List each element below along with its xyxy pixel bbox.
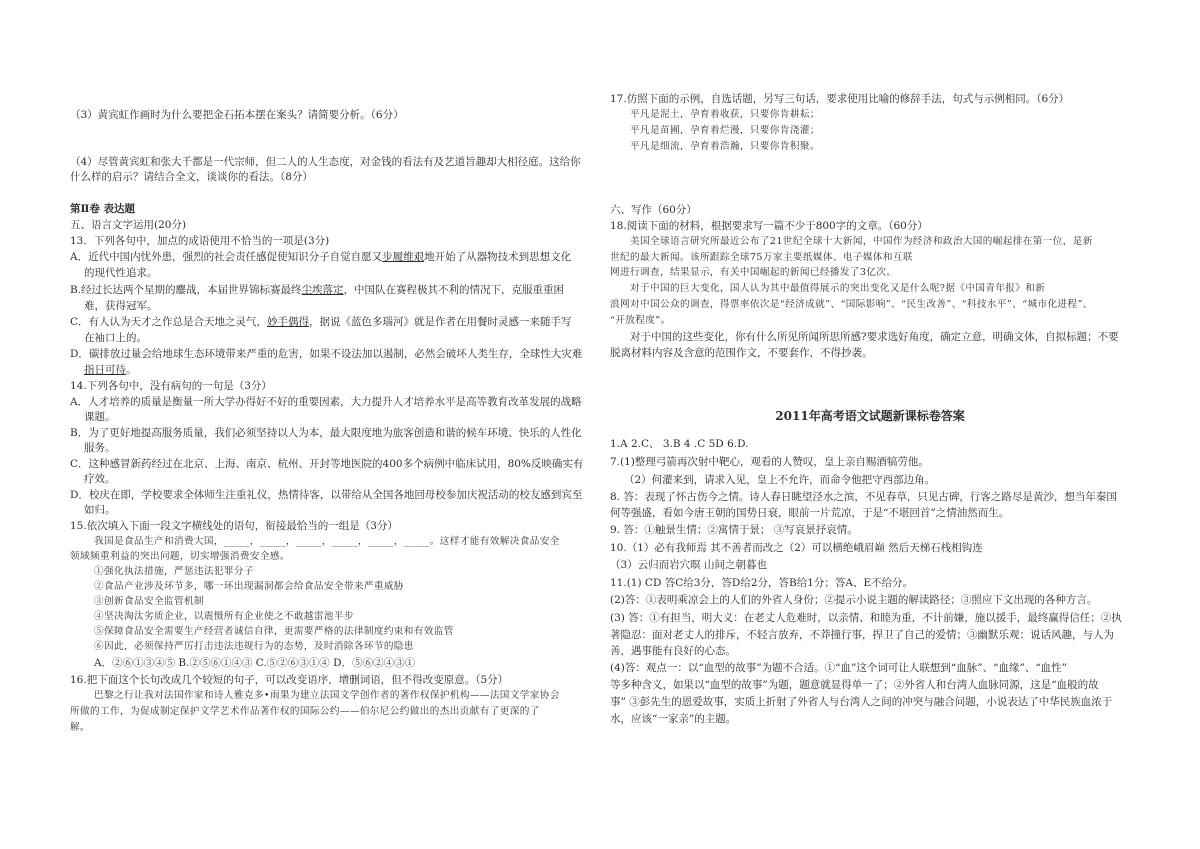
answer-line-10: (2)答：①表明乘凉会上的人们的外省人身份；②提示小说主题的解读路径；③照应下文出现的各种方言。 [610, 594, 1098, 606]
answer-line-7: 10.（1）必有我师焉 其不善者而改之（2）可以横绝峨眉巅 然后天梯石栈相钩连 [610, 542, 983, 554]
answer-title: 2011年高考语文试题新课标卷答案 [775, 409, 965, 423]
q13-option-d-line-2: 指日可待。 [84, 364, 137, 376]
section-6-title: 六、写作（60分） [610, 204, 697, 216]
q15-text-line-2: 领域频重利益的突出问题，切实增强消费安全感。 [70, 551, 290, 562]
question-4-line-1: （4）尽管黄宾虹和张大千都是一代宗师，但二人的人生态度，对金钱的看法有及艺道旨趣却大相径庭。这给你 [70, 156, 581, 168]
q15-item-4: ④坚决淘汰劣质企业，以震慑所有企业使之不敢越雷池半步 [94, 611, 354, 622]
q18-material-line-6: “开放程度”。 [610, 315, 671, 326]
q13-option-c-line-2: 在袖口上的。 [84, 332, 147, 344]
q15-item-3: ③创新食品安全监管机制 [94, 596, 204, 607]
q14-option-c-line-2: 疗效。 [84, 473, 116, 485]
q15-options: A．②⑥①③④⑤ B.②⑤⑥①④③ C.⑤②⑥③①④ D．⑤⑥②④③① [94, 657, 416, 669]
q14-option-b-line-2: 服务。 [84, 442, 116, 454]
answer-line-6: 9. 答：①触景生情；②寓情于景； ③写哀景抒哀情。 [610, 524, 858, 536]
section-5-title: 五、语言文字运用(20分) [70, 219, 187, 231]
q15-item-5: ⑤保障食品安全需要生产经营者诚信自律，更需要严格的法律制度约束和有效监管 [94, 626, 454, 637]
question-16: 16.把下面这个长句改成几个较短的句子，可以改变语序，增删词语，但不得改变原意。（5分） [70, 674, 509, 686]
q17-example-3: 平凡是细流，孕育着浩瀚，只要你肯积聚。 [630, 141, 820, 152]
question-3: （3）黄宾虹作画时为什么要把金石拓本摆在案头？请简要分析。（6分） [70, 109, 404, 121]
q14-option-a-line-2: 课题。 [84, 411, 116, 423]
answer-line-17: 水，应该“一家亲”的主题。 [610, 713, 737, 725]
q16-text-line-3: 解。 [70, 722, 90, 733]
question-4-line-2: 什么样的启示？请结合全文，谈谈你的看法。（8分） [70, 171, 313, 183]
answer-line-13: 善，遇事能有良好的心态。 [610, 645, 736, 657]
q13-option-c-line-1: C．有人认为天才之作总是合天地之灵气，妙手偶得，据说《蓝色多瑙河》就是作者在用餐时灵感一来随手写 [70, 316, 572, 328]
question-13: 13．下列各句中，加点的成语使用不恰当的一项是(3分) [70, 235, 330, 247]
q17-example-1: 平凡是泥土，孕育着收获，只要你肯耕耘； [630, 109, 820, 120]
q18-material-line-4: 对于中国的巨大变化，国人认为其中最值得展示的突出变化又是什么呢?据《中国青年报》和新 [630, 283, 1046, 294]
answer-line-9: 11.(1) CD 答C给3分，答D给2分，答B给1分；答A、E不给分。 [610, 577, 914, 589]
q16-text-line-1: 巴黎之行让我对法国作家和诗人雅克多•雨果为建立法国文学创作者的著作权保护机构——法国文学家协会 [94, 690, 560, 701]
answer-line-16: 事” ③彭先生的恩爱故事，实质上折射了外省人与台湾人之间的冲突与融合问题，小说表达了中华民族血浓于 [610, 696, 1113, 708]
question-15: 15.依次填入下面一段文字横线处的语句，衔接最恰当的一组是（3分） [70, 520, 398, 532]
question-14: 14.下列各句中，没有病句的一句是（3分） [70, 380, 272, 392]
question-17: 17.仿照下面的示例，自选话题，另写三句话，要求使用比喻的修辞手法，句式与示例相同。（6分） [610, 93, 1070, 105]
q13-option-a-line-2: 的现代性追求。 [84, 267, 158, 279]
section-2-title: 第Ⅱ卷 表达题 [70, 203, 136, 215]
q13-option-b-line-2: 难，获得冠军。 [84, 300, 158, 312]
q16-text-line-2: 所做的工作，为促成制定保护文学艺术作品著作权的国际公约——伯尔尼公约做出的杰出贡献有了更深的了 [70, 706, 540, 717]
q13-option-b-line-1: B.经过长达两个星期的鏖战，本届世界锦标赛最终尘埃落定，中国队在赛程极其不利的情况下，克服重重困 [70, 284, 565, 296]
q14-option-d-line-2: 如归。 [84, 504, 116, 516]
q18-requirement-line-2: 脱离材料内容及含意的范围作文，不要套作，不得抄袭。 [610, 347, 873, 359]
q18-material-line-2: 世纪的最大新闻。该所跟踪全球75万家主要纸媒体、电子媒体和互联 [610, 252, 913, 263]
answer-line-2: 7.(1)整理弓箭再次射中靶心，观看的人赞叹，皇上亲自赐酒犒劳他。 [610, 456, 929, 468]
q15-item-6: ⑥因此，必须保持严厉打击违法违规行为的态势，及时消除各环节的隐患 [94, 641, 414, 652]
answer-line-1: 1.A 2.C、 3.B 4 .C 5D 6.D. [610, 438, 749, 450]
q13-option-a-line-1: A．近代中国内忧外患，强烈的社会责任感促使知识分子自觉自愿又步履维艰地开始了从器物技术到思想文化 [70, 251, 572, 263]
answer-line-12: 著隐忍：面对老丈人的排斥，不轻言放弃，不莽撞行事，捍卫了自己的爱情；③幽默乐观：说话风趣，与人为 [610, 629, 1114, 641]
answer-line-4: 8. 答：表现了怀古伤今之情。诗人春日眺望泾水之滨，不见春草，只见古碑，行客之路尽是黄沙，想当年秦国 [610, 491, 1117, 503]
q13-option-d-line-1: D．碳排放过量会给地球生态环境带来严重的危害，如果不设法加以遏制，必然会破坏人类生存，全球性大灾难 [70, 348, 583, 360]
q18-material-line-3: 网进行调查，结果显示，有关中国崛起的新闻已经播发了3亿次。 [610, 267, 897, 278]
q17-example-2: 平凡是苗圃，孕育着烂漫，只要你肯浇灌； [630, 125, 820, 136]
answer-line-8: （3）云归而岩穴暝 山间之朝暮也 [610, 559, 768, 571]
answer-line-15: 等多种含义，如果以“血型的故事”为题，题意就显得单一了；②外省人和台湾人血脉同源，这是“血般的故 [610, 679, 1099, 691]
q15-item-1: ①强化执法措施，严惩违法犯罪分子 [94, 566, 254, 577]
q15-text-line-1: 我国是食品生产和消费大国，_____，_____，_____，_____，_____，_____。这样才能有效解决食品安全 [94, 536, 560, 547]
q18-material-line-1: 美国全球语言研究所最近公布了21世纪全球十大新闻，中国作为经济和政治大国的崛起排在第一位，是新 [630, 236, 1093, 247]
answer-line-14: (4)答：观点一：以“血型的故事”为题不合适。①“血”这个词可让人联想到“血脉”、“血缘”、“血性” [610, 662, 1068, 674]
q14-option-d-line-1: D．校庆在即，学校要求全体师生注重礼仪，热情待客，以带给从全国各地回母校参加庆祝活动的校友感到宾至 [70, 489, 583, 501]
q14-option-a-line-1: A．人才培养的质量是衡量一所大学办得好不好的重要因素，大力提升人才培养水平是高等教育改革发展的战略 [70, 396, 582, 408]
question-18: 18.阅读下面的材料，根据要求写一篇不少于800字的文章。（60分） [610, 220, 928, 232]
answer-line-5: 何等强盛，看如今唐王朝的国势日衰，眼前一片荒凉，于是“不堪回首”之情油然而生。 [610, 507, 1010, 519]
q14-option-b-line-1: B．为了更好地提高服务质量，我们必须坚持以人为本，最大限度地为旅客创造和谐的候车环境、快乐的人性化 [70, 427, 582, 439]
answer-line-11: (3) 答：①有担当，明大义：在老丈人危难时，以亲情、和睦为重，不计前嫌，施以援手，最终赢得信任；②执 [610, 612, 1122, 624]
q15-item-2: ②食品产业涉及环节多，哪一环出现漏洞都会给食品安全带来严重威胁 [94, 581, 404, 592]
answer-line-3: （2）何灌来到，请求入见，皇上不允许，而命令他把守西部边角。 [624, 474, 936, 486]
q14-option-c-line-1: C．这种感冒新药经过在北京、上海、南京、杭州、开封等地医院的400多个病例中临床试用，80%反映确实有 [70, 458, 584, 470]
q18-requirement-line-1: 对于中国的这些变化，你有什么所见所闻所思所感?要求选好角度，确定立意，明确文体，自拟标题；不要 [630, 331, 1119, 343]
q18-material-line-5: 浪网对中国公众的调查，得票率依次是“经济成就”、“国际影响”、“民生改善”、“科技水平”、“城市化进程”、 [610, 299, 1093, 310]
